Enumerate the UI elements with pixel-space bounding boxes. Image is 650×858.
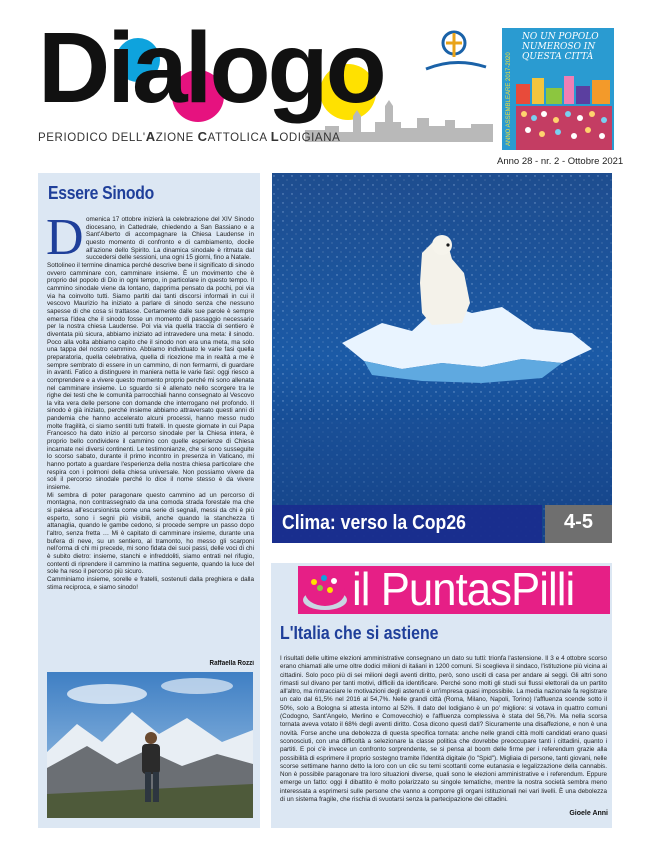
logo-letter: l bbox=[184, 12, 210, 124]
logo-letter: o bbox=[325, 12, 384, 124]
article-intro: omenica 17 ottobre inizierà la celebrazione del XIV Sinodo diocesano, in Cattedrale, chiedendo a San Bassiano e a Sant'Alberto di accompagnare la Chiesa Laudense in questo momento di confronto e di cambiamento, docile all'azione dello Spirito. La dinamica sinodale è ritmata dal succedersi delle sessioni, una ogni 15 giorni, fino a Natale. bbox=[86, 216, 254, 262]
logo-letter: i bbox=[107, 12, 133, 124]
hiker-mountain-photo bbox=[47, 672, 253, 818]
article-body: Sottolineo il termine dinamica perché descrive bene il significato di sinodo ovvero camminare con, camminare insieme. È un movimento che è proprio del popolo di Dio in ogni tempo, in particolare in questo tempo. Il cammino sinodale viene da lontano, dapprima pensato da pochi, poi via via ha coinvolto tutti. Siamo partiti dai tanti discorsi informali in cui il vescovo Maurizio ha iniziato a parlare di sinodo senza che nessuno sapesse di che cosa si trattasse. Certamente dalle sue parole è sempre emersa l'idea che il sinodo fosse un momento di passaggio necessario per la nostra chiesa Laudense. Poi via via quella traccia di sentiero è diventata più sicura, abbiamo iniziato ad intravedere una meta: il sinodo. Poco alla volta abbiamo capito che il sinodo non era una meta, ma solo una tappa del nostro cammino. Abbiamo individuato le varie fasi quella preparatoria, quella celebrativa, quella di ricezione ma in realtà a me è sempre sembrato di essere in un cammino, di non fermarmi, di guardare in avanti. Fatico a distinguere in maniera netta le varie fasi: oggi riesco a comprendere e a vivere questo momento proprio perché mi sono allenata nel camminare insieme. Lo sguardo si è allenato nello scorgere tra le righe dei testi che le comunità parrocchiali hanno consegnato al Vescovo la vita vera delle persone con domande che interrogano nel profondo. Il sinodo è già iniziato, perché insieme abbiamo attraversato questi anni di pandemia che hanno accelerato alcuni processi, hanno messo nudo molte fragilità, ci siamo sentiti tutti fratelli. In queste giornate in cui Papa Francesco ha dato inizio al percorso sinodale per la Chiesa intera, è proprio bello condividere il cammino con quelle esperienze di Chiesa incarnate nei diversi continenti. Le testimonianze, che si sono susseguite lo scorso sabato, durante il primo incontro in presenza in Vaticano, mi hanno portato a guardare l'esperienza della nostra chiesa particolare che respira con i polmoni della chiesa universale. Non possiamo vivere da soli il percorso sinodale perché lo dice il nome stesso è da vivere insieme. Mi sembra di poter paragonare questo cammino ad un percorso di montagna, non contrassegnato da una comoda strada forestale ma che si palesa all'escursionista come una serie di segnali, messi da chi è più esperto, sono i segni più visibili, anche quando la stanchezza ti attanaglia, quando le gambe cedono, si procede sempre un passo dopo l'altro, senza fretta … Mi è capitato di camminare insieme, durante una bufera di neve, su un sentiero, al tramonto, ho messo gli scarponi nell'orma di chi mi precede, mi sono fidata dei suoi passi, delle voci di chi è subito dietro: insieme, stanchi e infreddoliti, siamo entrati nel rifugio, contenti di riprendere il cammino la mattina seguente, quando la luce del sole ha reso il percorso più sicuro. Camminiamo insieme, sorelle e fratelli, sostenuti dalla preghiera e dalla stima reciproca, e siamo sinodo! bbox=[47, 262, 254, 591]
editorial-signature: Gioele Anni bbox=[569, 810, 608, 817]
masthead-tagline: PERIODICO DELL'AZIONE CATTOLICA LODIGIANA bbox=[38, 129, 341, 144]
assembly-poster bbox=[502, 28, 614, 150]
polar-bear-photo bbox=[272, 173, 612, 543]
dropcap: D bbox=[46, 209, 84, 266]
poster-title: NO UN POPOLO NUMEROSO IN QUESTA CITTÀ bbox=[522, 32, 599, 62]
issue-info: Anno 28 - nr. 2 - Ottobre 2021 bbox=[497, 156, 624, 167]
poster-side-text: ANNO ASSEMBLEARE 2017-2020 bbox=[506, 52, 512, 146]
editorial-title: L'Italia che si astiene bbox=[280, 622, 439, 643]
page-ref: 4-5 bbox=[564, 511, 593, 533]
logo-letter: a bbox=[132, 12, 185, 124]
editorial-body: I risultati delle ultime elezioni amministrative consegnano un dato su tutti: trionfa l'astensione. Il 3 e 4 ottobre scorso erano chiamati alle urne oltre dodici milioni di italiani in 1200 comuni. Si sceglieva il sindaco, l'istituzione più vicina ai cittadini. Solo poco più di sei milioni degli aventi diritto, però, sono usciti di casa per andare ai seggi. Gli altri sono rimasti sul divano per tanti motivi, difficili da identificare. Perché sono molti gli studi sui flussi elettorali da un partito all'altro, ma rintracciare le motivazioni degli astenuti è un'impresa quasi impossibile. La media nazionale fa registrare un calo dal 61,5% nel 2016 al 54,7%. Nelle grandi città (Roma, Milano, Napoli, Torino) l'affluenza scende sotto il 50%, solo a Bologna si attesta intorno al 52%. Il dato del lodigiano è un po' migliore: si votava in quattro comuni (Codogno, Sant'Angelo, Merlino e Comovecchio) e l'affluenza complessiva è stata del 56,7%. Ma nella scorsa tornata aveva votato il 68% degli aventi diritto. Cosa dicono questi dati? Sicuramente una disaffezione, e non è una novità. Forse anche una debolezza di questa specifica tornata: anche nelle grandi città molti candidati erano quasi sconosciuti, con una difficoltà a selezionare la classe politica che dovrebbe preoccupare tanti i cittadini, quanto i partiti. E poi c'è invece un confronto sorprendente, se si pensa al boom delle firme per i referendum grazie alla possibilità di esprimere il proprio sostegno tramite l'identità digitale (lo "Spid"). Migliaia di persone, tanti giovani, nelle scorse settimane hanno detto la loro con un clic su temi scottanti come eutanasia e legalizzazione della cannabis. Non è possibile paragonare tra loro situazioni diverse, quali sono le elezioni amministrative e i referendum. Eppure emerge un fatto: oggi il dibattito è molto polarizzato su singole tematiche, mentre la nostra società sembra meno interessata a esprimersi sulle persone che vanno a comporre gli organi istituzionali nei vari livelli. È una debolezza di un sistema fragile, che rischia di svuotarsi senza la partecipazione dei cittadini. bbox=[280, 655, 607, 804]
masthead bbox=[0, 0, 650, 170]
logo-letter: D bbox=[38, 12, 108, 124]
article-title: Essere Sinodo bbox=[48, 182, 154, 203]
cover-caption: Clima: verso la Cop26 bbox=[282, 512, 466, 534]
poster-houses-illustration bbox=[516, 74, 612, 150]
azione-cattolica-emblem-icon bbox=[420, 27, 490, 77]
logo-letter: g bbox=[267, 12, 326, 124]
article-signature: Raffaella Rozzi bbox=[209, 660, 254, 667]
puntaspilli-title: il PuntasPilli bbox=[352, 563, 575, 615]
pincushion-icon bbox=[300, 566, 350, 614]
logo-letter: o bbox=[209, 12, 268, 124]
